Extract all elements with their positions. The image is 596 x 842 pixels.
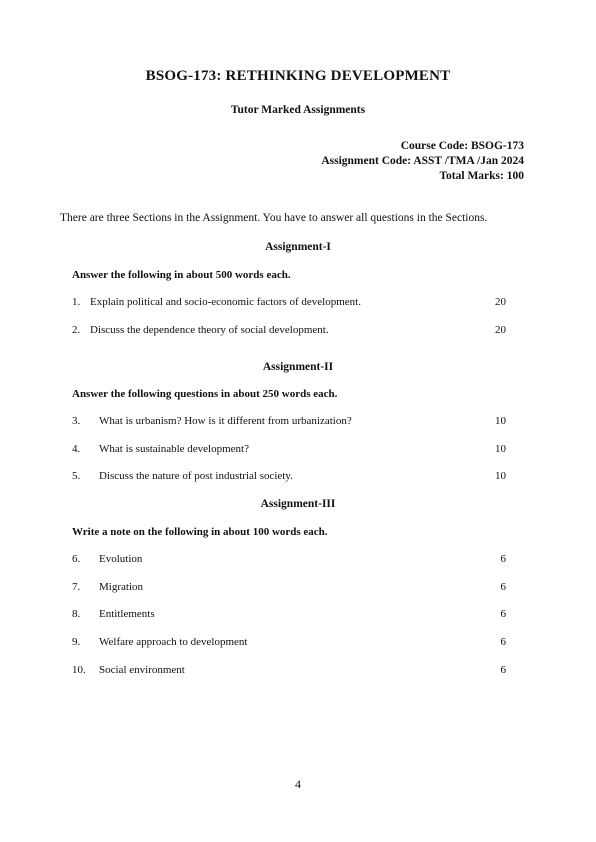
question-item [72, 636, 506, 648]
question-marks: 6 [500, 581, 506, 593]
question-text: Discuss the dependence theory of social development. [90, 324, 329, 336]
section-title-assignment-1: Assignment-I [265, 241, 331, 253]
course-code: Course Code: BSOG-173 [400, 140, 524, 152]
question-text: Migration [99, 581, 143, 593]
question-marks: 6 [500, 608, 506, 620]
question-text: What is urbanism? How is it different from urbanization? [99, 415, 352, 427]
question-marks: 20 [495, 324, 506, 336]
question-number: 4. [72, 443, 81, 455]
question-text: Explain political and socio-economic factors of development. [90, 296, 361, 308]
document-title: BSOG-173: RETHINKING DEVELOPMENT [145, 68, 451, 84]
section-title-assignment-3: Assignment-III [260, 498, 336, 510]
question-text: Welfare approach to development [99, 636, 248, 648]
question-marks: 20 [495, 296, 506, 308]
section-instruction: Answer the following in about 500 words each. [72, 269, 291, 281]
question-number: 8. [72, 608, 81, 620]
question-text: Entitlements [99, 608, 155, 620]
intro-text: There are three Sections in the Assignment. You have to answer all questions in the Sections. [60, 212, 488, 224]
course-info-block [321, 139, 524, 184]
question-item [72, 470, 506, 482]
question-number: 7. [72, 581, 81, 593]
question-item [72, 415, 506, 427]
question-number: 1. [72, 296, 81, 308]
question-text: Discuss the nature of post industrial society. [99, 470, 293, 482]
section-title-assignment-2: Assignment-II [262, 361, 334, 373]
question-marks: 10 [495, 470, 506, 482]
question-number: 3. [72, 415, 81, 427]
assignment-code: Assignment Code: ASST /TMA /Jan 2024 [321, 155, 524, 167]
question-number: 10. [72, 664, 86, 676]
section-instruction: Answer the following questions in about 250 words each. [72, 388, 338, 400]
question-item [72, 553, 506, 565]
question-item [72, 443, 506, 455]
total-marks: Total Marks: 100 [439, 170, 524, 182]
question-text: What is sustainable development? [99, 443, 249, 455]
question-marks: 10 [495, 443, 506, 455]
question-marks: 6 [500, 553, 506, 565]
question-number: 5. [72, 470, 81, 482]
document-subtitle: Tutor Marked Assignments [230, 104, 366, 116]
question-number: 9. [72, 636, 81, 648]
question-marks: 10 [495, 415, 506, 427]
section-instruction: Write a note on the following in about 100 words each. [72, 526, 328, 538]
question-item [72, 664, 506, 676]
question-marks: 6 [500, 664, 506, 676]
question-item [72, 581, 506, 593]
question-marks: 6 [500, 636, 506, 648]
question-text: Evolution [99, 553, 143, 565]
page-number: 4 [295, 777, 301, 791]
question-number: 6. [72, 553, 81, 565]
question-item [72, 324, 506, 336]
question-text: Social environment [99, 664, 185, 676]
question-item [72, 608, 506, 620]
question-item [72, 296, 506, 308]
question-number: 2. [72, 324, 81, 336]
